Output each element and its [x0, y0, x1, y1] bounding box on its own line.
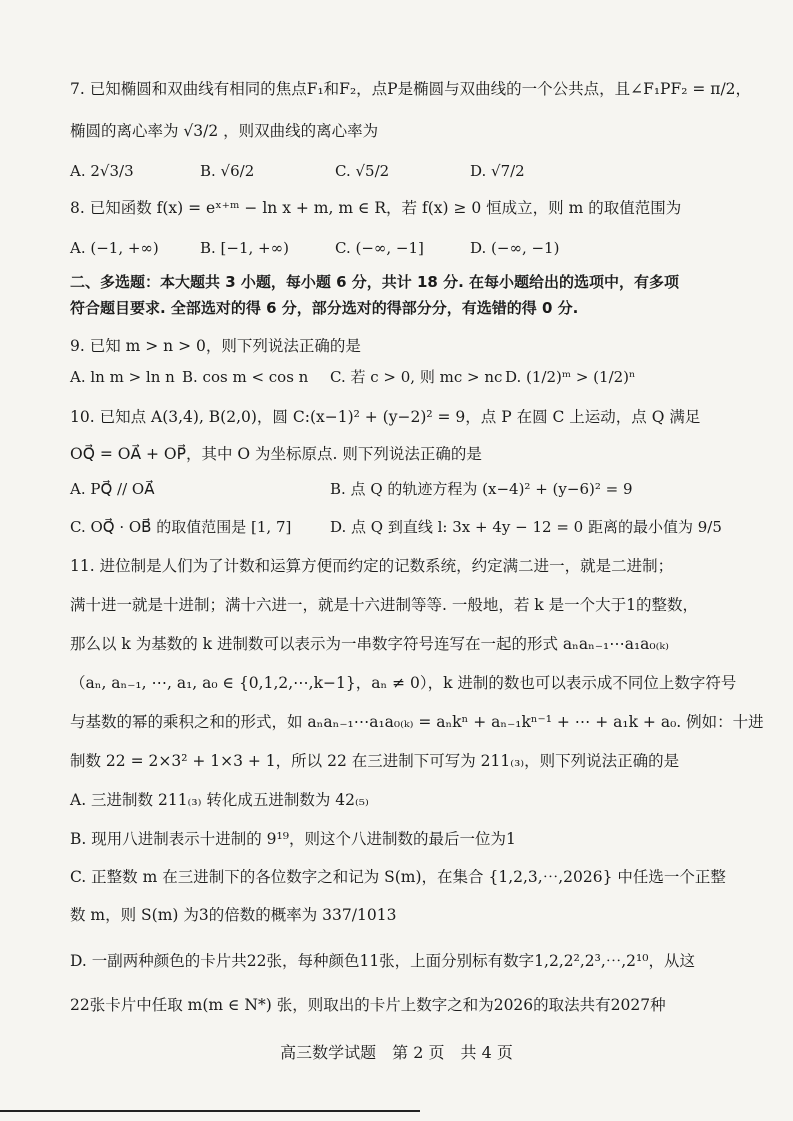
bottom-rule	[0, 1110, 420, 1112]
q9-option-b: B. cos m < cos n	[182, 368, 309, 386]
section2-heading-line2: 符合题目要求. 全部选对的得 6 分，部分选对的得部分分，有选错的得 0 分.	[70, 299, 579, 317]
q11-option-c-line2: 数 m，则 S(m) 为3的倍数的概率为 337/1013	[70, 906, 397, 924]
q11-stem-line4: （aₙ, aₙ₋₁, ⋯, a₁, a₀ ∈ {0,1,2,⋯,k−1}，aₙ ≠ 0），k 进制的数也可以表示成不同位上数字符号	[70, 674, 737, 692]
page-footer: 高三数学试题 第 2 页 共 4 页	[280, 1043, 513, 1062]
q10-stem-line1: 10. 已知点 A(3,4), B(2,0)，圆 C:(x−1)² + (y−2)² = 9，点 P 在圆 C 上运动，点 Q 满足	[70, 408, 701, 426]
q7-option-a: A. 2√3/3	[70, 162, 134, 180]
q10-option-d: D. 点 Q 到直线 l: 3x + 4y − 12 = 0 距离的最小值为 9/5	[330, 518, 722, 536]
q11-stem-line5: 与基数的幂的乘积之和的形式，如 aₙaₙ₋₁⋯a₁a₀₍ₖ₎ = aₙkⁿ + aₙ₋₁kⁿ⁻¹ + ⋯ + a₁k + a₀. 例如：十进	[70, 713, 764, 731]
q11-stem-line3: 那么以 k 为基数的 k 进制数可以表示为一串数字符号连写在一起的形式 aₙaₙ₋₁⋯a₁a₀₍ₖ₎	[70, 635, 669, 653]
q9-stem: 9. 已知 m > n > 0，则下列说法正确的是	[70, 337, 361, 355]
q9-option-c: C. 若 c > 0, 则 mc > nc	[330, 368, 503, 386]
q7-option-c: C. √5/2	[335, 162, 390, 180]
q9-option-a: A. ln m > ln n	[70, 368, 175, 386]
q8-stem: 8. 已知函数 f(x) = eˣ⁺ᵐ − ln x + m, m ∈ R，若 f(x) ≥ 0 恒成立，则 m 的取值范围为	[70, 199, 682, 217]
q10-stem-line2: OQ⃗ = OA⃗ + OP⃗，其中 O 为坐标原点. 则下列说法正确的是	[70, 445, 482, 463]
q8-option-b: B. [−1, +∞)	[200, 239, 289, 257]
q10-option-c: C. OQ⃗ · OB⃗ 的取值范围是 [1, 7]	[70, 518, 292, 536]
q9-option-d: D. (1/2)ᵐ > (1/2)ⁿ	[505, 368, 636, 386]
q11-option-c-line1: C. 正整数 m 在三进制下的各位数字之和记为 S(m)，在集合 {1,2,3,⋯,2026} 中任选一个正整	[70, 868, 726, 886]
q10-option-a: A. PQ⃗ // OA⃗	[70, 480, 155, 498]
q11-stem-line2: 满十进一就是十进制；满十六进一，就是十六进制等等. 一般地，若 k 是一个大于1的整数，	[70, 596, 698, 614]
q7-option-b: B. √6/2	[200, 162, 255, 180]
q7-option-d: D. √7/2	[470, 162, 525, 180]
q11-option-d-line2: 22张卡片中任取 m(m ∈ N*) 张，则取出的卡片上数字之和为2026的取法共有2027种	[70, 996, 666, 1014]
section2-heading-line1: 二、多选题：本大题共 3 小题，每小题 6 分，共计 18 分. 在每小题给出的选项中，有多项	[70, 273, 680, 291]
q7-stem-line1: 7. 已知椭圆和双曲线有相同的焦点F₁和F₂，点P是椭圆与双曲线的一个公共点，且∠F₁PF₂ = π/2，	[70, 80, 752, 98]
q11-option-d-line1: D. 一副两种颜色的卡片共22张，每种颜色11张，上面分别标有数字1,2,2²,2³,⋯,2¹⁰，从这	[70, 952, 695, 970]
q8-option-c: C. (−∞, −1]	[335, 239, 424, 257]
q11-stem-line6: 制数 22 = 2×3² + 1×3 + 1，所以 22 在三进制下可写为 211₍₃₎，则下列说法正确的是	[70, 752, 680, 770]
q11-option-b: B. 现用八进制表示十进制的 9¹⁹，则这个八进制数的最后一位为1	[70, 830, 516, 848]
q10-option-b: B. 点 Q 的轨迹方程为 (x−4)² + (y−6)² = 9	[330, 480, 633, 498]
q11-option-a: A. 三进制数 211₍₃₎ 转化成五进制数为 42₍₅₎	[70, 791, 369, 809]
q11-stem-line1: 11. 进位制是人们为了计数和运算方便而约定的记数系统，约定满二进一，就是二进制；	[70, 557, 674, 575]
q8-option-d: D. (−∞, −1)	[470, 239, 560, 257]
q7-stem-line2: 椭圆的离心率为 √3/2 ，则双曲线的离心率为	[70, 122, 379, 140]
q8-option-a: A. (−1, +∞)	[70, 239, 159, 257]
